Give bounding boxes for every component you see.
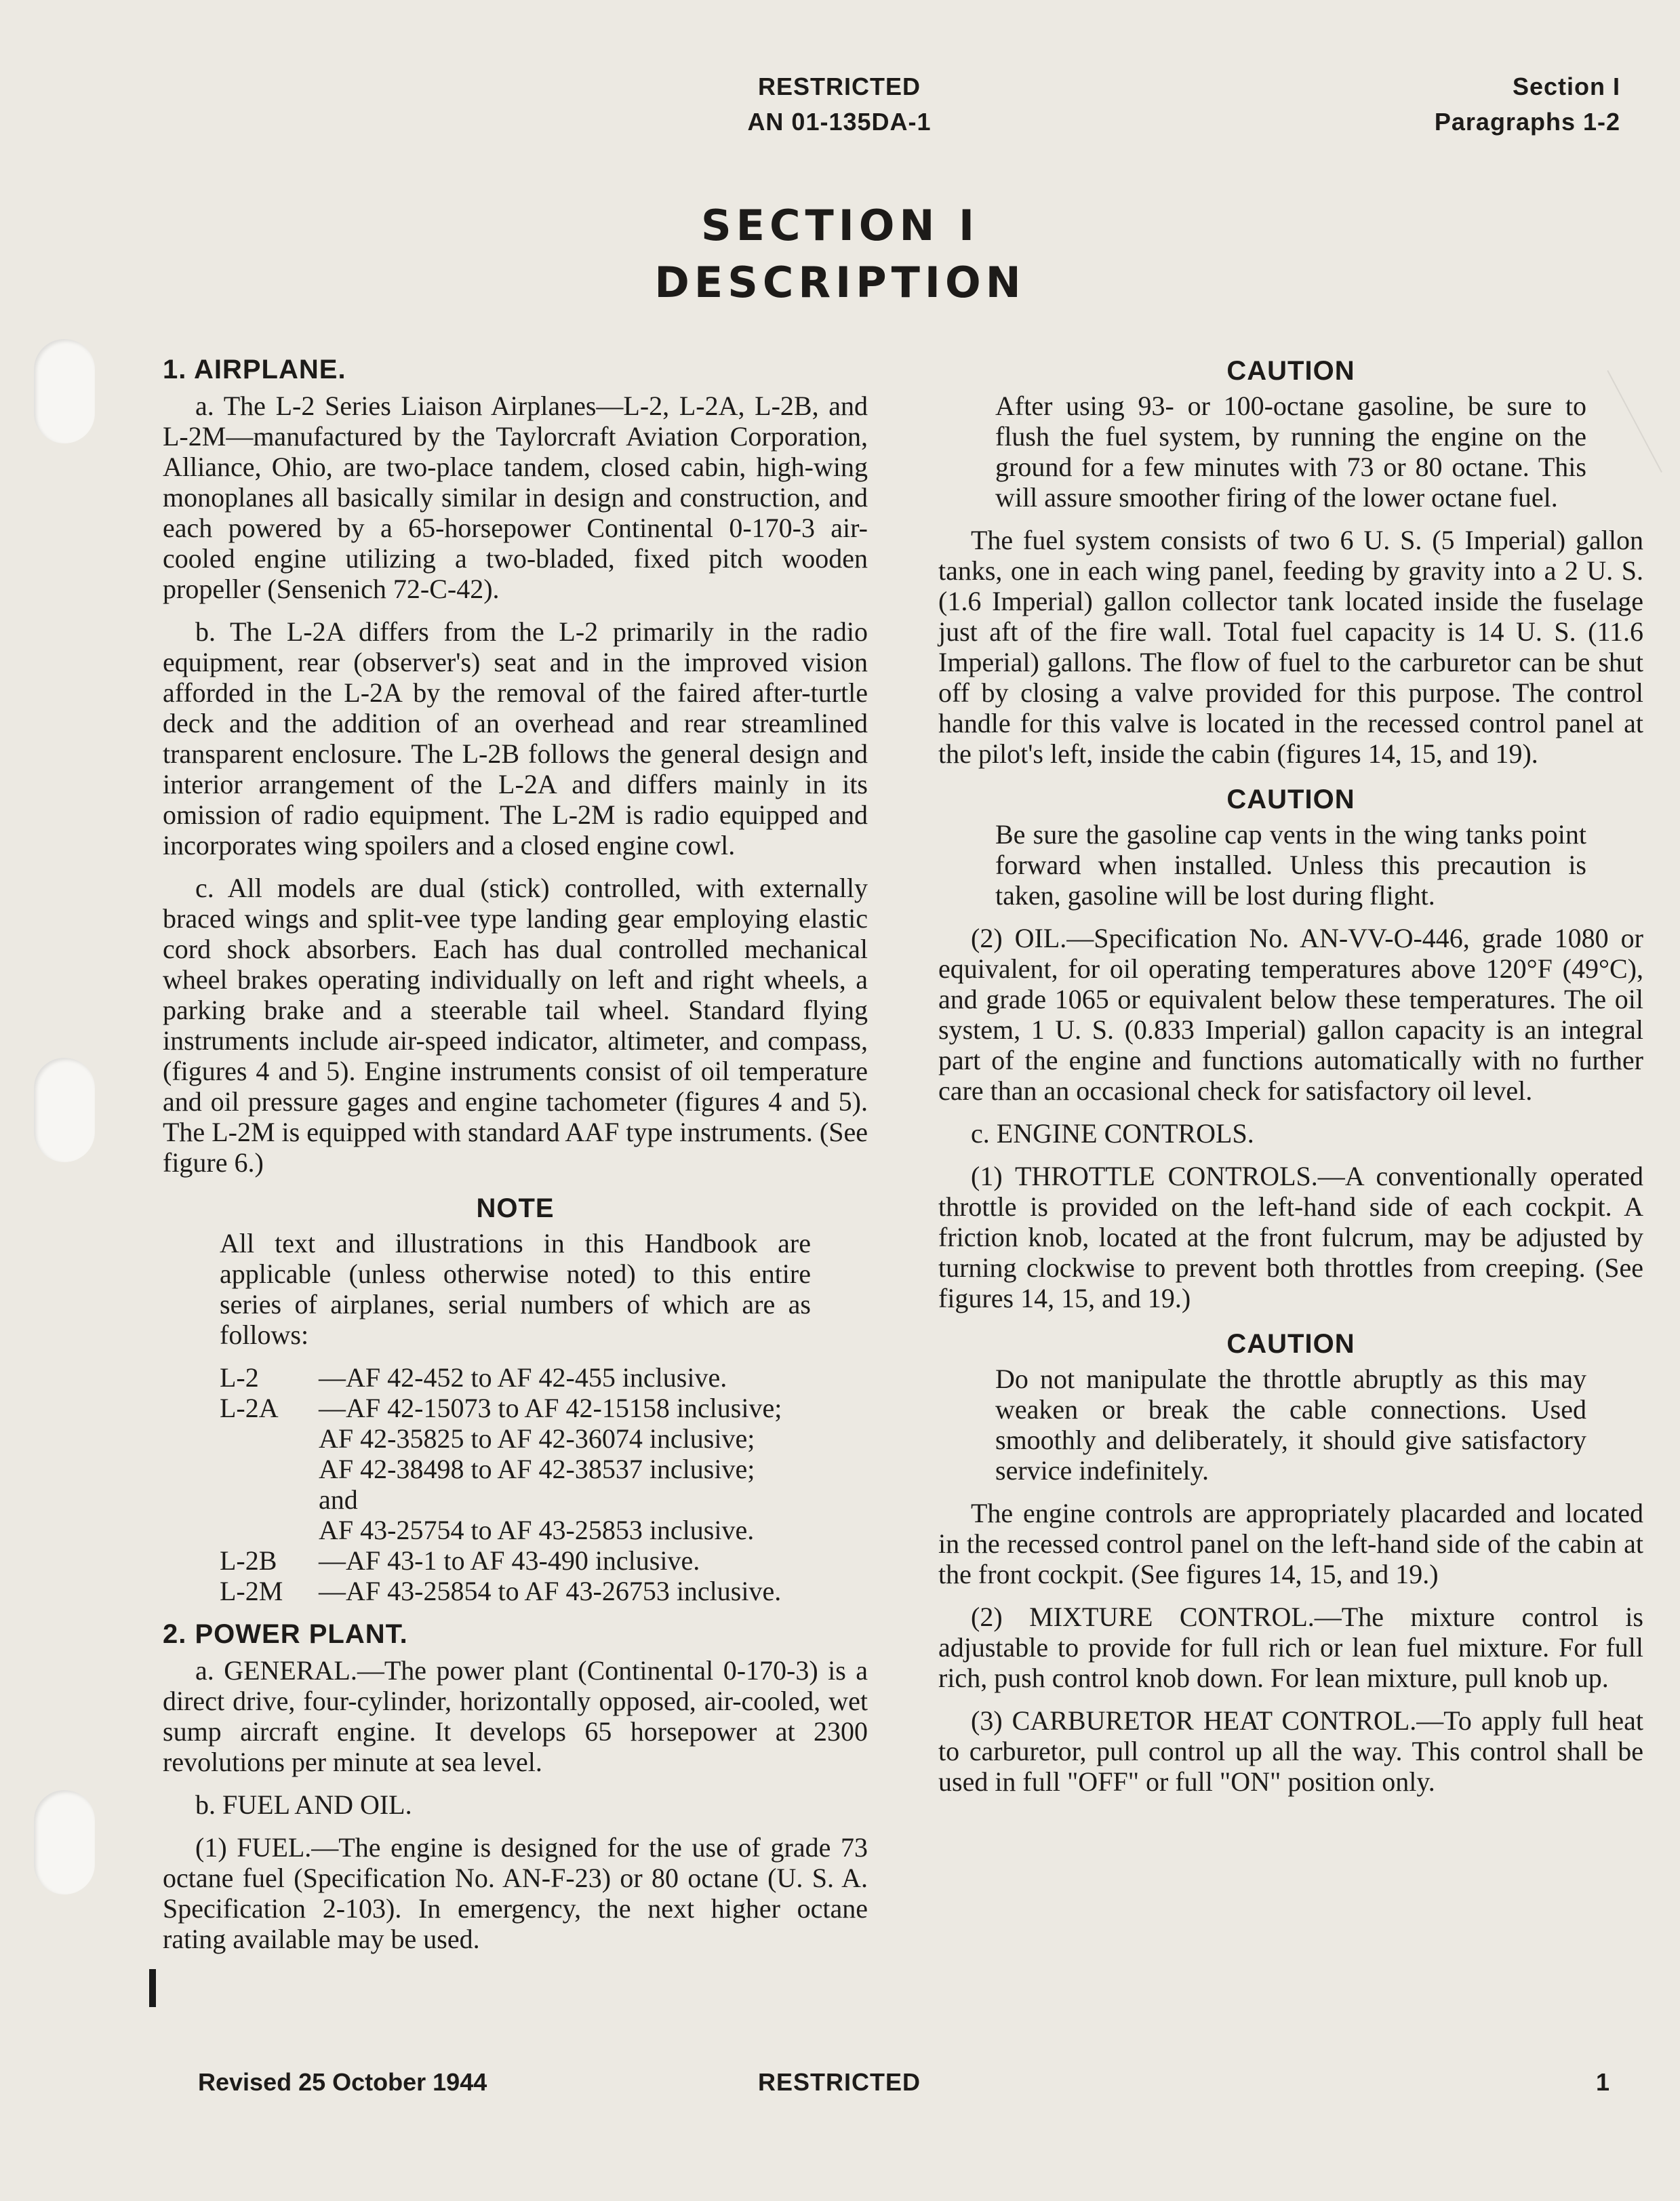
serial-range: and <box>319 1484 358 1515</box>
serial-range: AF 43-25754 to AF 43-25853 inclusive. <box>319 1515 755 1545</box>
para-oil: (2) OIL.—Specification No. AN-VV-O-446, grade 1080 or equivalent, for oil operating temperatures above 120°F (49°C), and grade 1065 or equivalent below these temperatures. The oil system, 1 U. S. (0.833 Imperial) gallon capacity is an integral part of the engine and functions automatically with no further care than an occasional check for satisfactory oil level. <box>938 923 1643 1106</box>
page-number: 1 <box>1595 2068 1609 2096</box>
caution-heading-3: CAUTION <box>1226 1329 1355 1359</box>
para-airplane-c: c. All models are dual (stick) controlled, with externally braced wings and split-vee type landing gear employing elastic cord shock absorbers. Each has dual controlled mechanical wheel brakes operating individually on left and right wheels, a parking brake and a steerable tail wheel. Standard flying instruments include air-speed indicator, altimeter, and compass, (figures 4 and 5). Engine instruments consist of oil temperature and oil pressure gages and engine tachometer (figures 4 and 5). The L-2M is equipped with standard AAF type instruments. (See figure 6.) <box>163 873 868 1178</box>
right-column <box>938 353 1643 2061</box>
heading-airplane: 1. AIRPLANE. <box>163 355 346 384</box>
para-airplane-a: a. The L-2 Series Liaison Airplanes—L-2, L-2A, L-2B, and L-2M—manufactured by the Taylorcraft Aviation Corporation, Alliance, Ohio, are two-place tandem, closed cabin, high-wing monoplanes all basically similar in design and construction, and each powered by a 65-horsepower Continental 0-170-3 air-cooled engine utilizing a two-bladed, fixed pitch wooden propeller (Sensenich 72-C-42). <box>163 391 868 604</box>
punch-hole-top <box>34 339 95 443</box>
para-fuel-system: The fuel system consists of two 6 U. S. (5 Imperial) gallon tanks, one in each wing panel, feeding by gravity into a 2 U. S. (1.6 Imperial) gallon collector tank located inside the fuselage just aft of the fire wall. Total fuel capacity is 14 U. S. (11.6 Imperial) gallons. The flow of fuel to the carburetor can be shut off by closing a valve provided for this purpose. The control handle for this valve is located in the recessed control panel at the pilot's left, inside the cabin (figures 14, 15, and 19). <box>938 525 1643 769</box>
running-header-right <box>1435 69 1620 140</box>
footer-revised-date: Revised 25 October 1944 <box>198 2068 487 2096</box>
header-paragraphs-label: Paragraphs 1-2 <box>1434 108 1620 136</box>
para-carburetor-heat: (3) CARBURETOR HEAT CONTROL.—To apply full heat to carburetor, pull control up all the way. This control shall be used in full "OFF" or full "ON" position only. <box>938 1705 1643 1797</box>
section-title: SECTION I <box>700 201 980 250</box>
heading-power-plant: 2. POWER PLANT. <box>163 1619 408 1649</box>
revision-bar <box>149 1969 156 2007</box>
caution-heading-1: CAUTION <box>1226 356 1355 386</box>
left-column <box>163 353 868 2061</box>
serial-range: AF 42-38498 to AF 42-38537 inclusive; <box>319 1454 755 1484</box>
para-engine-controls: c. ENGINE CONTROLS. <box>971 1118 1254 1149</box>
para-airplane-b: b. The L-2A differs from the L-2 primarily in the radio equipment, rear (observer's) seat and in the improved vision afforded in the L-2A by the removal of the faired after-turtle deck and the addition of an overhead and rear streamlined transparent enclosure. The L-2B follows the general design and interior arrangement of the L-2A and differs mainly in its omission of radio equipment. The L-2M is radio equipped and incorporates wing spoilers and a closed engine cowl. <box>163 616 868 860</box>
serial-range: AF 42-35825 to AF 42-36074 inclusive; <box>319 1423 755 1454</box>
running-header-center <box>683 69 995 140</box>
serial-row-l2b <box>220 1545 811 1576</box>
para-fuel: (1) FUEL.—The engine is designed for the use of grade 73 octane fuel (Specification No. AN-F-23) or 80 octane (U. S. A. Specification 2-103). In emergency, the next higher octane rating available may be used. <box>163 1832 868 1954</box>
note-text: All text and illustrations in this Handbook are applicable (unless otherwise noted) to this entire series of airplanes, serial numbers of which are as follows: <box>220 1228 811 1350</box>
para-placarded: The engine controls are appropriately placarded and located in the recessed control panel on the left-hand side of the cabin at the front cockpit. (See figures 14, 15, and 19.) <box>938 1498 1643 1589</box>
punch-hole-bottom <box>34 1790 95 1895</box>
caution-text-1: After using 93- or 100-octane gasoline, be sure to flush the fuel system, by running the engine on the ground for a few minutes with 73 or 80 octane. This will assure smoother firing of the lower octane fuel. <box>995 391 1586 513</box>
caution-text-2: Be sure the gasoline cap vents in the wing tanks point forward when installed. Unless this precaution is taken, gasoline will be lost during flight. <box>995 819 1586 911</box>
header-doc-number: AN 01-135DA-1 <box>747 108 932 136</box>
para-throttle-controls: (1) THROTTLE CONTROLS.—A conventionally operated throttle is provided on the left-hand side of each cockpit. A friction knob, located at the front fulcrum, may be adjusted by turning clockwise to prevent both throttles from creeping. (See figures 14, 15, and 19.) <box>938 1161 1643 1313</box>
serial-range: —AF 42-452 to AF 42-455 inclusive. <box>319 1362 727 1393</box>
para-mixture-control: (2) MIXTURE CONTROL.—The mixture control is adjustable to provide for full rich or lean fuel mixture. For full rich, push control knob down. For lean mixture, pull knob up. <box>938 1602 1643 1693</box>
serial-range: —AF 43-1 to AF 43-490 inclusive. <box>319 1545 700 1576</box>
serial-row-l2 <box>220 1362 811 1393</box>
caution-heading-2: CAUTION <box>1226 785 1355 814</box>
serial-range: —AF 43-25854 to AF 43-26753 inclusive. <box>319 1576 782 1606</box>
serial-numbers-list <box>163 1362 868 1606</box>
note-heading: NOTE <box>476 1193 555 1223</box>
para-power-general: a. GENERAL.—The power plant (Continental 0-170-3) is a direct drive, four-cylinder, horizontally opposed, air-cooled, wet sump aircraft engine. It develops 65 horsepower at 2300 revolutions per minute at sea level. <box>163 1655 868 1777</box>
serial-row-l2a <box>220 1393 811 1423</box>
serial-range: —AF 42-15073 to AF 42-15158 inclusive; <box>319 1393 782 1423</box>
serial-model: L-2A <box>220 1393 279 1423</box>
serial-model: L-2M <box>220 1576 283 1606</box>
footer-classification: RESTRICTED <box>757 2068 921 2096</box>
header-section-label: Section I <box>1512 73 1620 100</box>
para-fuel-and-oil: b. FUEL AND OIL. <box>195 1789 412 1820</box>
punch-hole-middle <box>34 1058 95 1162</box>
serial-model: L-2B <box>220 1545 277 1576</box>
serial-model: L-2 <box>220 1362 259 1393</box>
header-classification: RESTRICTED <box>757 73 921 100</box>
serial-row-l2m <box>220 1576 811 1606</box>
section-subtitle: DESCRIPTION <box>654 258 1026 307</box>
caution-text-3: Do not manipulate the throttle abruptly as this may weaken or break the cable connections. Used smoothly and deliberately, it should give satisfactory service indefinitely. <box>995 1364 1586 1486</box>
